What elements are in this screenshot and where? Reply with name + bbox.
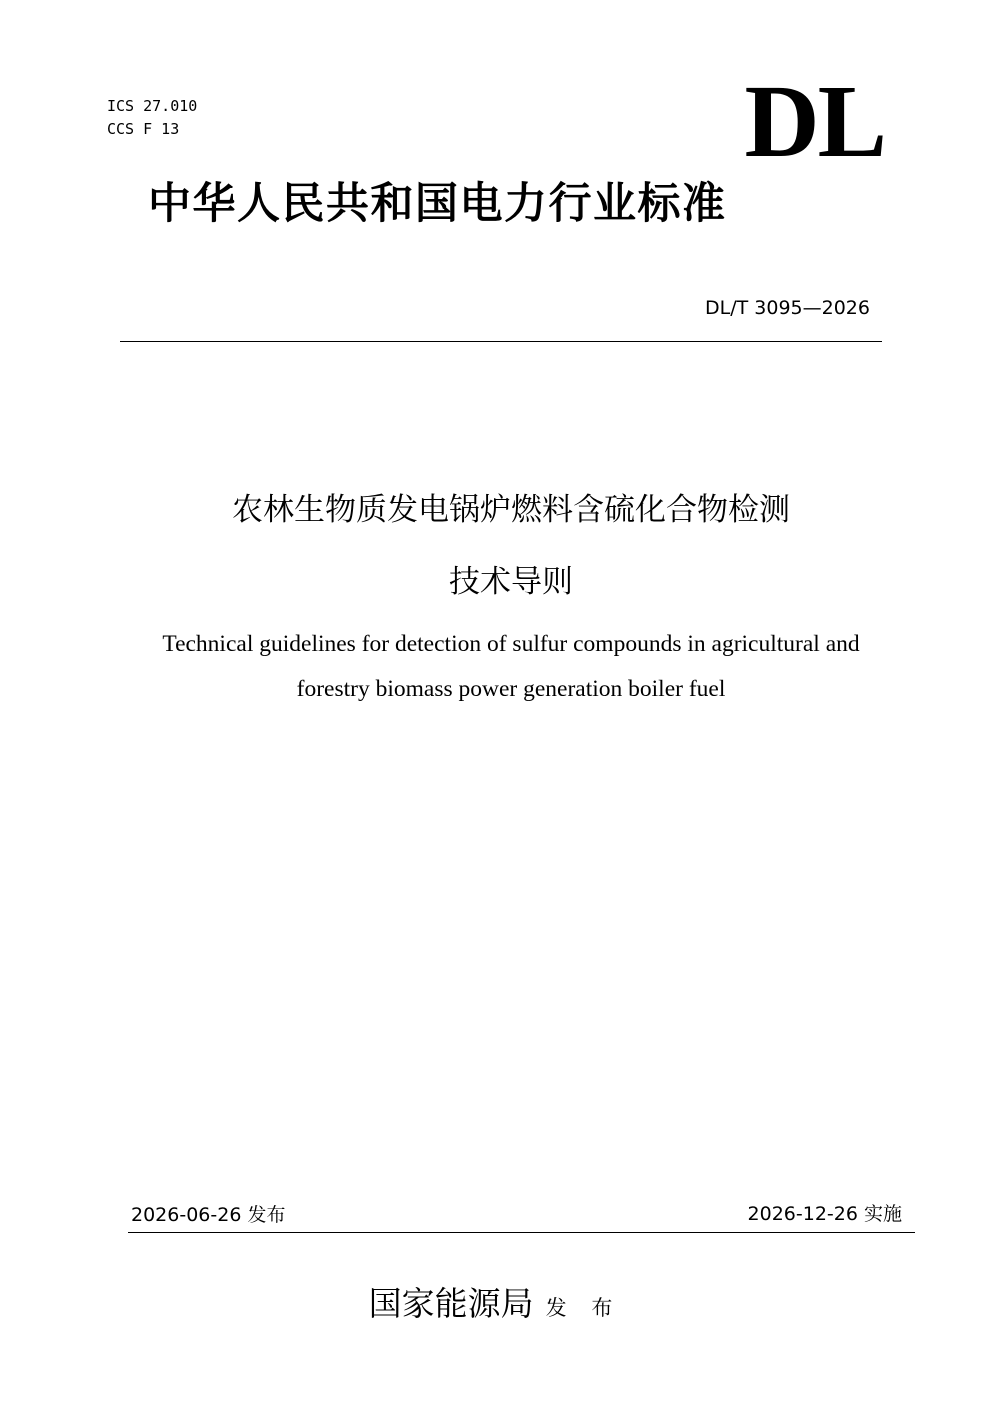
bottom-divider bbox=[128, 1232, 915, 1233]
standard-number: DL/T 3095—2026 bbox=[705, 297, 870, 319]
classification-codes bbox=[107, 95, 197, 141]
dl-logo: DL bbox=[744, 64, 885, 179]
title-chinese-line-2: 技术导则 bbox=[449, 564, 573, 600]
ics-code: ICS 27.010 bbox=[107, 97, 198, 115]
issuer-suffix: 发 布 bbox=[545, 1296, 622, 1320]
publish-date: 2026-06-26 发布 bbox=[131, 1204, 286, 1226]
standard-type-heading: 中华人民共和国电力行业标准 bbox=[148, 179, 727, 229]
ccs-code: CCS F 13 bbox=[107, 120, 180, 138]
issuer-name: 国家能源局 bbox=[368, 1284, 534, 1323]
title-english-line-2: forestry biomass power generation boiler fuel bbox=[296, 676, 726, 702]
issuer-line bbox=[0, 1282, 990, 1332]
implement-date: 2026-12-26 实施 bbox=[747, 1203, 902, 1225]
title-english-line-1: Technical guidelines for detection of sulfur compounds in agricultural and bbox=[162, 631, 860, 657]
top-divider bbox=[120, 341, 882, 342]
title-chinese-line-1: 农林生物质发电锅炉燃料含硫化合物检测 bbox=[232, 492, 790, 528]
